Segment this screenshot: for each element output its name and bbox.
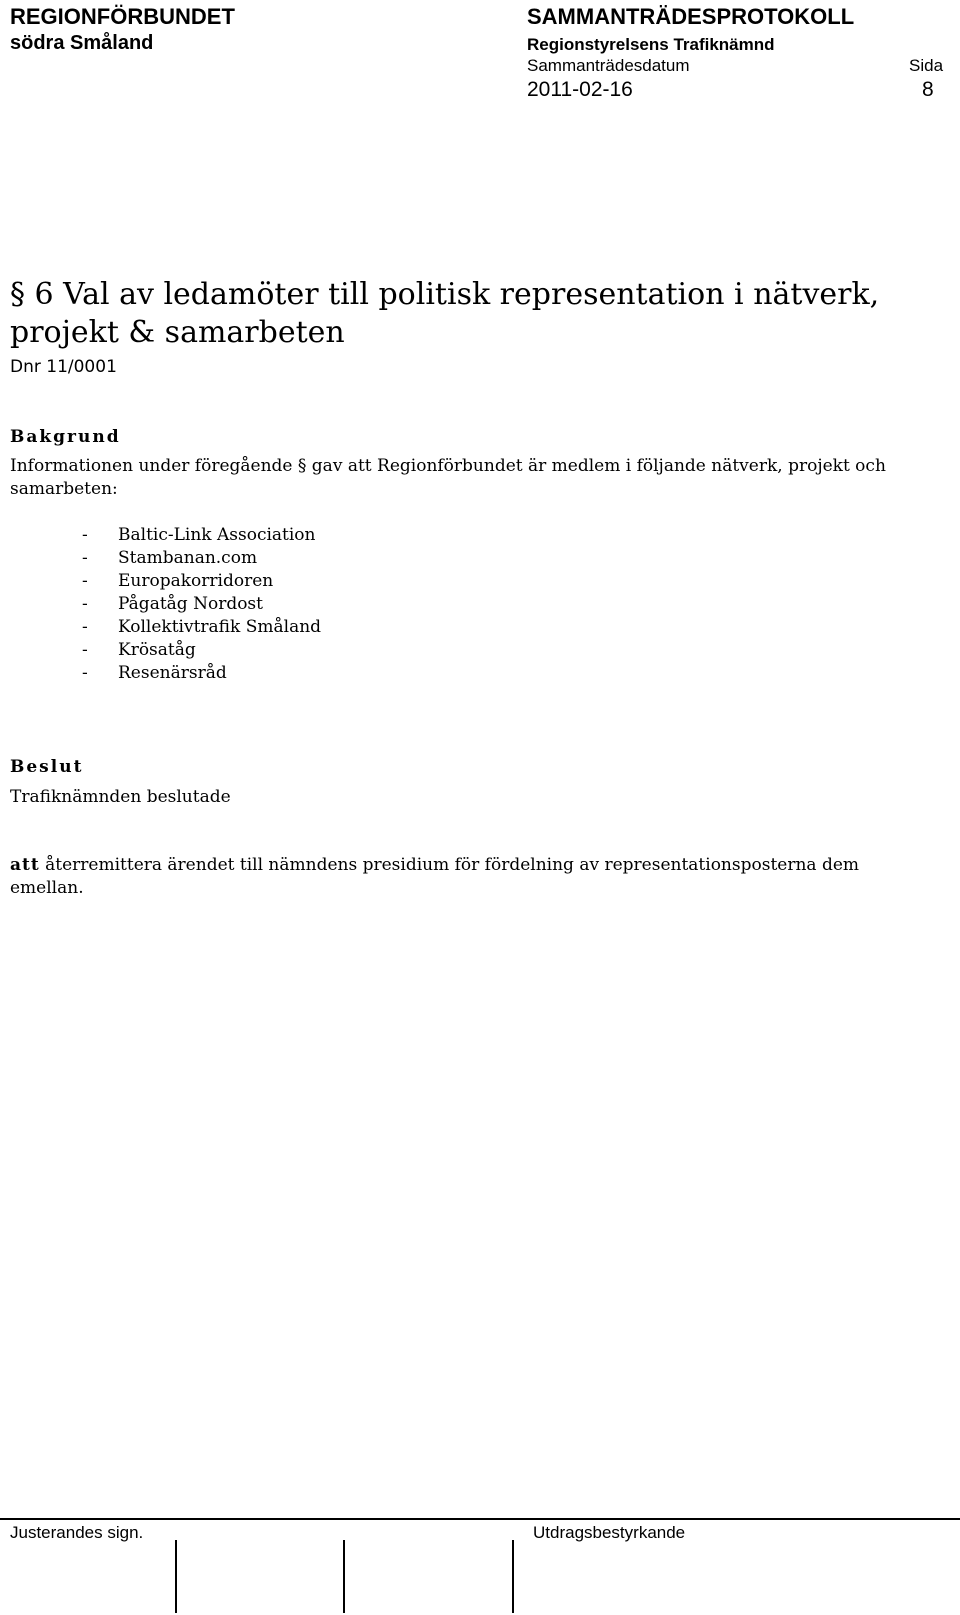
meeting-date: 2011-02-16 xyxy=(527,78,633,101)
membership-list xyxy=(82,524,321,685)
board-name: Regionstyrelsens Trafiknämnd xyxy=(527,35,775,54)
case-number: Dnr 11/0001 xyxy=(10,357,117,377)
meeting-date-label: Sammanträdesdatum xyxy=(527,56,690,75)
background-heading: Bakgrund xyxy=(10,427,121,447)
list-item: - Europakorridoren xyxy=(82,571,274,591)
extract-label: Utdragsbestyrkande xyxy=(533,1523,686,1542)
list-item: - Pågatåg Nordost xyxy=(82,594,263,614)
signature-box-divider xyxy=(343,1540,345,1613)
decision-intro: Trafiknämnden beslutade xyxy=(10,787,231,807)
page-label: Sida xyxy=(909,56,944,75)
decision-body: återremittera ärendet till nämndens presidium för fördelning av representationsposterna dem emellan. xyxy=(10,855,860,898)
att-keyword: att xyxy=(10,855,40,875)
decision-heading: Beslut xyxy=(10,757,84,777)
list-item: - Baltic-Link Association xyxy=(82,525,316,545)
signature-box-divider xyxy=(175,1540,177,1613)
signature-label: Justerandes sign. xyxy=(10,1523,144,1542)
decision-text xyxy=(10,854,930,900)
organization-name: REGIONFÖRBUNDET xyxy=(10,4,235,29)
list-item: - Resenärsråd xyxy=(82,663,227,683)
list-item: - Kollektivtrafik Småland xyxy=(82,617,322,637)
list-item: - Krösatåg xyxy=(82,640,196,660)
section-title: § 6 Val av ledamöter till politisk representation i nätverk, projekt & samarbeten xyxy=(10,277,880,350)
signature-box-divider xyxy=(512,1540,514,1613)
list-item: - Stambanan.com xyxy=(82,548,258,568)
signature-footer xyxy=(0,1518,960,1615)
organization-subname: södra Småland xyxy=(10,32,154,54)
page-number: 8 xyxy=(922,78,934,101)
background-text: Informationen under föregående § gav att Regionförbundet är medlem i följande nätverk, projekt och samarbeten: xyxy=(10,456,886,499)
document-type: SAMMANTRÄDESPROTOKOLL xyxy=(527,4,855,29)
